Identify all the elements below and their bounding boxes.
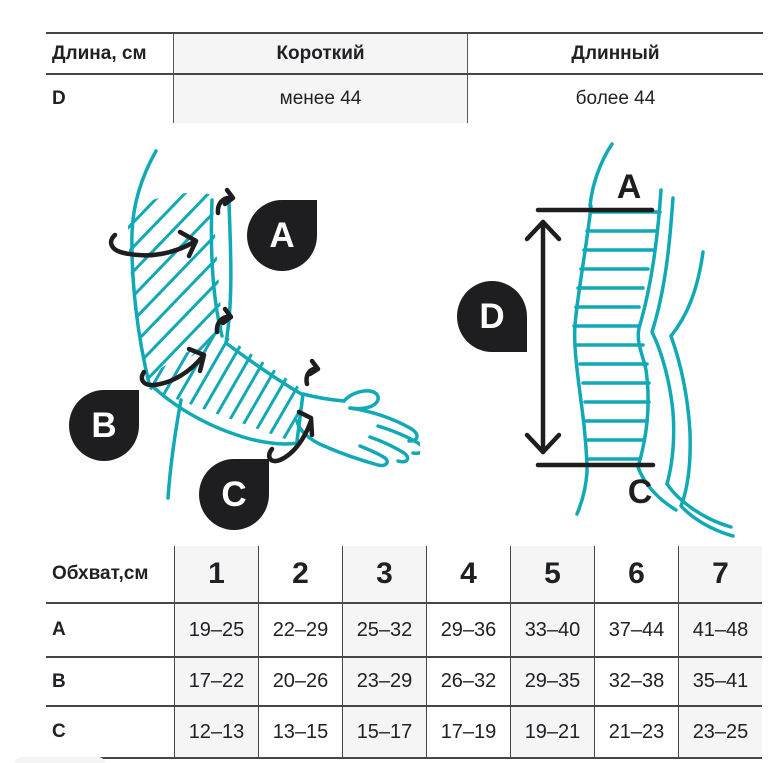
marker-a-label: A [616,168,642,206]
girth-a-1: 19–25 [174,604,258,658]
girth-b-5: 29–35 [510,658,594,707]
girth-row-b-label: B [46,658,174,707]
girth-c-5: 19–21 [510,707,594,759]
girth-c-7: 23–25 [678,707,762,759]
badge-b: B [69,390,139,461]
girth-b-3: 23–29 [342,658,426,707]
size-column-6: 6 [594,546,678,604]
sleeve-outline [574,144,733,536]
girth-a-4: 29–36 [426,604,510,658]
size-column-2: 2 [258,546,342,604]
length-row-label: D [52,88,66,109]
girth-c-6: 21–23 [594,707,678,759]
size-column-3: 3 [342,546,426,604]
length-value-short: менее 44 [173,75,468,123]
size-column-1: 1 [174,546,258,604]
girth-b-4: 26–32 [426,658,510,707]
size-column-4: 4 [426,546,510,604]
size-column-5: 5 [510,546,594,604]
badge-a: A [247,200,317,271]
length-table-header-label: Длина, см [46,34,173,75]
size-column-7: 7 [678,546,762,604]
length-table [46,32,763,123]
girth-row-c-label: C [46,707,174,759]
badge-d: D [457,281,527,352]
length-column-short: Короткий [173,34,468,75]
girth-b-6: 32–38 [594,658,678,707]
girth-c-1: 12–13 [174,707,258,759]
girth-b-2: 20–26 [258,658,342,707]
girth-c-4: 17–19 [426,707,510,759]
girth-a-6: 37–44 [594,604,678,658]
girth-a-5: 33–40 [510,604,594,658]
girth-a-2: 22–29 [258,604,342,658]
length-value-long: более 44 [575,88,656,109]
length-column-long: Длинный [468,34,763,75]
girth-b-1: 17–22 [174,658,258,707]
girth-c-2: 13–15 [258,707,342,759]
girth-c-3: 15–17 [342,707,426,759]
girth-b-7: 35–41 [678,658,762,707]
girth-table [46,546,762,759]
girth-header-label: Обхват,см [46,546,174,604]
bottom-edge-element [14,757,106,763]
badge-c: C [199,459,269,530]
marker-c-label: C [627,473,653,511]
girth-row-a-label: A [46,604,174,658]
girth-a-7: 41–48 [678,604,762,658]
girth-a-3: 25–32 [342,604,426,658]
